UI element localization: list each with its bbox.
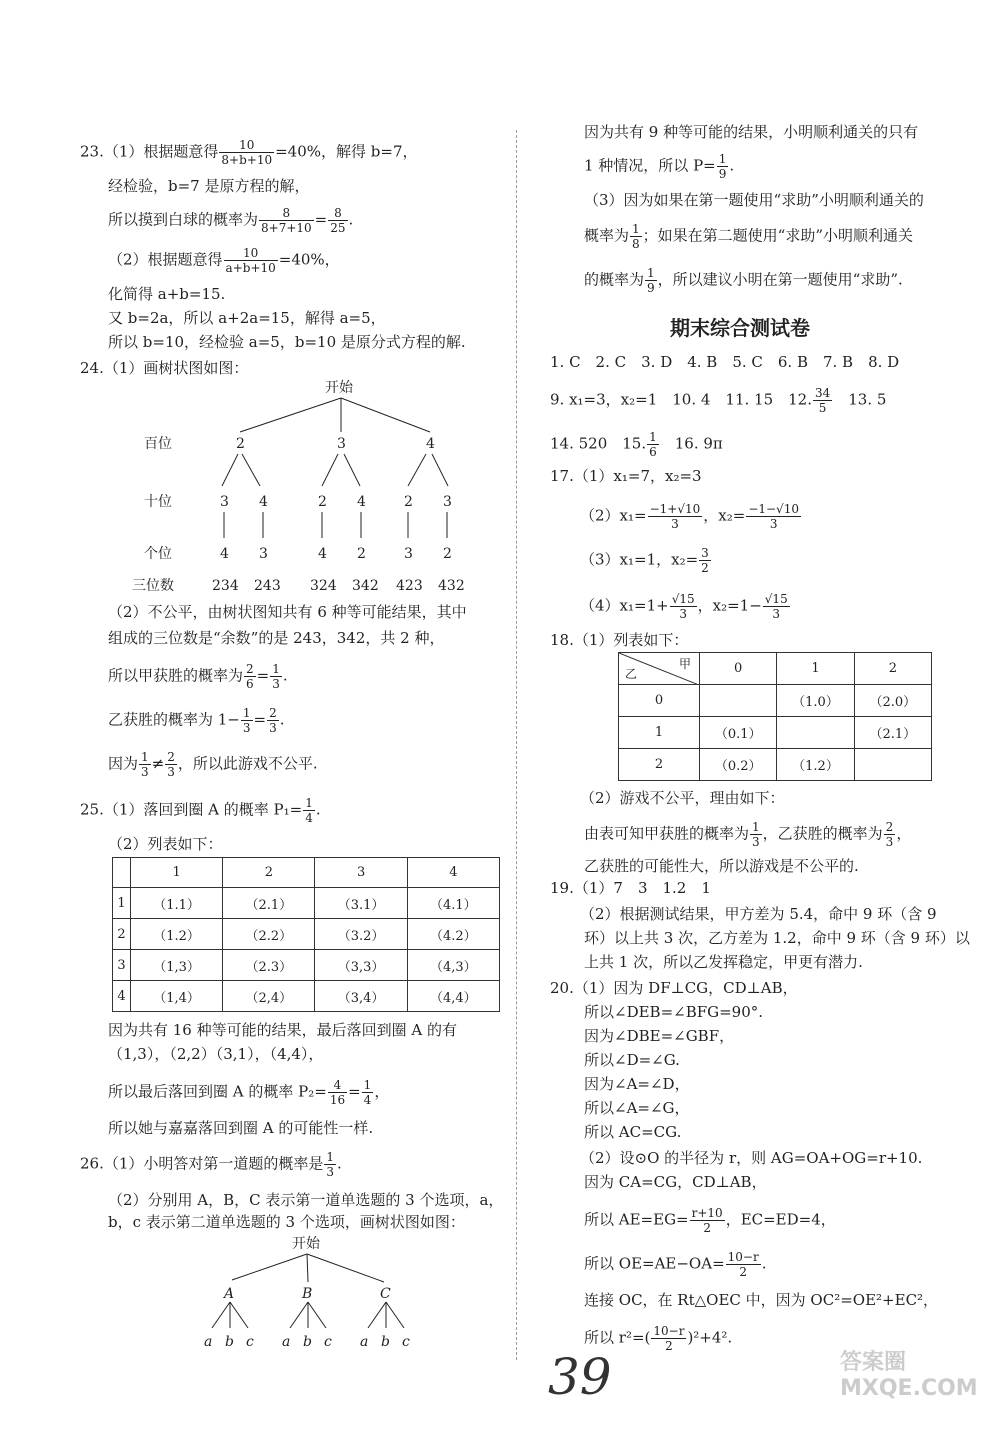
text: （2）根据题意得 — [108, 250, 223, 269]
numerator: 1 — [326, 1150, 335, 1164]
numerator: 4 — [328, 1078, 347, 1093]
table-cell — [700, 685, 777, 717]
tree-row-label: 个位 — [144, 546, 172, 562]
fraction — [750, 820, 762, 849]
denominator: 3 — [752, 835, 760, 849]
text: 概率为 — [584, 226, 630, 245]
denominator: 3 — [272, 677, 280, 691]
tree-node: B — [302, 1286, 313, 1302]
section-title: 期末综合测试卷 — [670, 316, 810, 340]
q24-line6 — [108, 750, 318, 779]
denominator: 4 — [363, 1093, 372, 1107]
fraction — [165, 750, 177, 779]
text: 乙获胜的概率为 1− — [108, 710, 240, 729]
table-cell: （2,4） — [223, 981, 315, 1012]
numerator: 2 — [246, 662, 254, 676]
tree-root: 开始 — [292, 1236, 320, 1252]
a19-line2: （2）根据测试结果，甲方差为 5.4，命中 9 环（含 9 — [580, 905, 937, 923]
table-cell: 2 — [223, 858, 315, 888]
numerator: 2 — [885, 820, 894, 834]
denominator: 3 — [885, 835, 894, 849]
table-cell: 2 — [619, 749, 700, 781]
denominator: 3 — [242, 721, 251, 735]
denominator: 9 — [718, 167, 727, 181]
numerator: 2 — [167, 750, 175, 764]
fraction — [726, 1250, 761, 1279]
text: 所以甲获胜的概率为 — [108, 666, 244, 685]
tree-leaf: a — [360, 1334, 369, 1350]
tree-number: 243 — [254, 578, 281, 594]
a18-line1: 18.（1）列表如下： — [550, 631, 689, 649]
tree-node: 3 — [443, 494, 452, 510]
fraction — [259, 206, 314, 235]
a19-line3: 环）以上共 3 次，乙方差为 1.2，命中 9 环（含 9 环）以 — [584, 929, 970, 947]
r-line1: 因为共有 9 种等可能的结果，小明顺利通关的只有 — [584, 123, 919, 141]
table-cell: （3,4） — [315, 981, 407, 1012]
watermark: 答案圈 MXQE.COM — [840, 1350, 978, 1401]
text: 14. 520 15. — [550, 434, 647, 453]
denominator: a+b+10 — [225, 261, 276, 275]
tree-node: 2 — [236, 436, 245, 452]
page-number: 39 — [548, 1348, 612, 1406]
table-cell: 4 — [113, 981, 131, 1012]
fraction — [645, 266, 657, 295]
table-cell: 4 — [407, 858, 499, 888]
tree-number: 432 — [438, 578, 465, 594]
tree-leaf: b — [225, 1334, 234, 1350]
q24-line4 — [108, 662, 288, 691]
fraction — [647, 430, 659, 459]
fraction — [324, 1150, 336, 1179]
tree-node: 2 — [357, 546, 366, 562]
a18-line2: （2）游戏不公平，理由如下： — [580, 789, 785, 807]
tree-leaf: a — [204, 1334, 213, 1350]
table-cell: （3,3） — [315, 950, 407, 981]
denominator: 3 — [679, 607, 687, 621]
text: 16. 9π — [659, 434, 723, 453]
numerator: 1 — [718, 152, 727, 166]
text: （4）x₁=1+ — [580, 596, 669, 615]
text: =40%， — [278, 250, 340, 269]
q24-line2: （2）不公平，由树状图知共有 6 种等可能结果，其中 — [108, 603, 467, 621]
table-cell: （1,4） — [130, 981, 222, 1012]
text: 所以摸到白球的概率为 — [108, 210, 259, 229]
table-row — [113, 888, 500, 919]
text: = — [314, 210, 328, 229]
text: ， — [374, 1082, 390, 1101]
q25-line4: （1,3），（2,2）（3,1），（4,4）， — [108, 1045, 324, 1063]
table-cell: （2.1） — [854, 717, 931, 749]
tree-number: 324 — [310, 578, 337, 594]
table-cell: （1.0） — [777, 685, 854, 717]
tree-leaf: c — [402, 1334, 410, 1350]
table-cell: 1 — [777, 653, 854, 685]
a20-line7: 所以 AC=CG. — [584, 1123, 682, 1141]
text: ，x₂= — [703, 506, 746, 525]
a20-line9: 因为 CA=CG，CD⊥AB， — [584, 1173, 767, 1191]
fraction — [648, 502, 703, 531]
a17-line2 — [580, 502, 802, 531]
table-cell — [777, 717, 854, 749]
a20-line1: 20.（1）因为 DF⊥CG，CD⊥AB， — [550, 979, 798, 997]
denominator: 6 — [649, 445, 657, 459]
corner-label-top: 甲 — [678, 657, 691, 671]
table-cell — [854, 749, 931, 781]
text: = — [348, 1082, 361, 1101]
q23-line5: 化简得 a+b=15. — [108, 285, 226, 303]
fraction — [651, 1324, 686, 1353]
fraction — [699, 546, 711, 575]
a20-line5: 因为∠A=∠D， — [584, 1075, 690, 1093]
tree-row-label: 三位数 — [132, 578, 174, 594]
denominator: 3 — [269, 721, 277, 735]
tree-number: 423 — [396, 578, 423, 594]
table-cell: 1 — [113, 888, 131, 919]
r-line4 — [584, 222, 913, 251]
numerator: 1 — [363, 1078, 372, 1092]
numerator: 1 — [649, 430, 657, 444]
denominator: 3 — [167, 765, 175, 779]
text: . — [315, 800, 321, 819]
numerator: −1−√10 — [748, 502, 799, 516]
text: 所以 AE=EG= — [584, 1210, 689, 1229]
tree-node: 4 — [220, 546, 229, 562]
numerator: √15 — [764, 592, 788, 606]
tree-node: 2 — [404, 494, 413, 510]
denominator: 2 — [665, 1339, 673, 1353]
text: ，所以此游戏不公平. — [177, 754, 318, 773]
table-row — [619, 685, 932, 717]
numerator: 8 — [259, 206, 314, 221]
numerator: 1 — [752, 820, 760, 834]
text: 25.（1）落回到圈 A 的概率 P₁= — [80, 800, 303, 819]
text: ，所以建议小明在第一题使用“求助”. — [657, 270, 903, 289]
numerator: r+10 — [691, 1206, 723, 1220]
denominator: 8+7+10 — [261, 221, 312, 235]
tree-node: 2 — [318, 494, 327, 510]
a20-line4: 所以∠D=∠G. — [584, 1051, 680, 1069]
fraction — [717, 152, 729, 181]
table-row — [113, 858, 500, 888]
fraction — [219, 138, 274, 167]
column-divider — [516, 130, 518, 1360]
q25-line1 — [80, 796, 321, 825]
numerator: 10−r — [727, 1250, 759, 1264]
table-cell: （4.2） — [407, 919, 499, 950]
text: = — [253, 710, 267, 729]
table-cell: （3.1） — [315, 888, 407, 919]
q23-line3 — [108, 206, 353, 235]
denominator: 16 — [329, 1093, 346, 1107]
table-corner-cell — [619, 653, 700, 685]
denominator: 3 — [769, 517, 778, 531]
answers-14-16 — [550, 430, 723, 459]
q23-line1 — [80, 138, 418, 167]
fraction — [813, 386, 832, 415]
denominator: 3 — [141, 765, 149, 779]
q24-line5 — [108, 706, 285, 735]
tree-diagram-2 — [190, 1230, 430, 1354]
tree-row-label: 百位 — [144, 436, 172, 452]
table-cell: （1.2） — [777, 749, 854, 781]
text: . — [761, 1254, 767, 1273]
tree-number: 342 — [352, 578, 379, 594]
table-cell: 3 — [315, 858, 407, 888]
numerator: 2 — [269, 706, 277, 720]
table-cell: （1.1） — [130, 888, 222, 919]
denominator: 25 — [330, 221, 346, 235]
q24-line3: 组成的三位数是“余数”的是 243，342，共 2 种， — [108, 629, 445, 647]
corner-label-bottom: 乙 — [625, 667, 638, 681]
table-cell: 0 — [700, 653, 777, 685]
text: 13. 5 — [833, 390, 887, 409]
numerator: 1 — [305, 796, 313, 810]
text: ，乙获胜的概率为 — [762, 824, 883, 843]
r-line3: （3）因为如果在第一题使用“求助”小明顺利通关的 — [584, 191, 924, 209]
table-cell: （0.1） — [700, 717, 777, 749]
table-cell: （2.0） — [854, 685, 931, 717]
table-cell: （4,4） — [407, 981, 499, 1012]
q23-line7: 所以 b=10，经检验 a=5，b=10 是原分式方程的解. — [108, 333, 466, 351]
q24-line1: 24.（1）画树状图如图： — [80, 359, 249, 377]
fraction — [224, 246, 278, 275]
tree-node: 3 — [220, 494, 229, 510]
table-cell: （4,3） — [407, 950, 499, 981]
q23-line6: 又 b=2a，所以 a+2a=15，解得 a=5， — [108, 309, 386, 327]
table-cell: 2 — [854, 653, 931, 685]
tree-diagram-1 — [130, 376, 490, 596]
fraction — [362, 1078, 374, 1107]
tree-node: 3 — [337, 436, 346, 452]
fraction — [241, 706, 253, 735]
text: 26.（1）小明答对第一道题的概率是 — [80, 1154, 324, 1173]
a19-line4: 上共 1 次，所以乙发挥稳定，甲更有潜力. — [584, 953, 863, 971]
tree-node: 4 — [357, 494, 366, 510]
fraction — [270, 662, 282, 691]
text: . — [729, 156, 735, 175]
text: ；如果在第二题使用“求助”小明顺利通关 — [642, 226, 913, 245]
table-cell: 0 — [619, 685, 700, 717]
a17-line4 — [580, 592, 791, 621]
fraction — [690, 1206, 725, 1235]
text: （2）x₁= — [580, 506, 647, 525]
tree-node: 3 — [259, 546, 268, 562]
denominator: 2 — [739, 1265, 747, 1279]
text: . — [279, 710, 285, 729]
a18-line3 — [584, 820, 911, 849]
r-line2 — [584, 152, 734, 181]
text: 所以最后落回到圈 A 的概率 P₂= — [108, 1082, 327, 1101]
fraction — [244, 662, 256, 691]
text: 由表可知甲获胜的概率为 — [584, 824, 750, 843]
text: 9. x₁=3，x₂=1 10. 4 11. 15 12. — [550, 390, 812, 409]
tree-node: 4 — [426, 436, 435, 452]
tree-leaf: c — [324, 1334, 332, 1350]
a17-line3 — [580, 546, 712, 575]
q25-line6: 所以她与嘉嘉落回到圈 A 的可能性一样. — [108, 1119, 374, 1137]
tree-leaf: b — [381, 1334, 390, 1350]
answers-9-13 — [550, 386, 886, 415]
a20-line6: 所以∠A=∠G， — [584, 1099, 690, 1117]
denominator: 6 — [246, 677, 254, 691]
a18-line4: 乙获胜的可能性大，所以游戏是不公平的. — [584, 857, 859, 875]
a20-line11 — [584, 1250, 766, 1279]
tree-node: 3 — [404, 546, 413, 562]
table-cell: （2.1） — [223, 888, 315, 919]
tree-node: A — [224, 1286, 235, 1302]
fraction — [884, 820, 896, 849]
q23-line2: 经检验，b=7 是原方程的解， — [108, 177, 310, 195]
table-cell: 3 — [113, 950, 131, 981]
tree-leaf: a — [282, 1334, 291, 1350]
numerator: 10 — [224, 246, 278, 261]
numerator: √15 — [671, 592, 695, 606]
numerator: 10 — [219, 138, 274, 153]
text: ，x₂=1− — [697, 596, 762, 615]
denominator: 3 — [326, 1165, 335, 1179]
table-cell: 1 — [619, 717, 700, 749]
numerator: 1 — [632, 222, 640, 236]
tree-node: 4 — [318, 546, 327, 562]
tree-node: C — [380, 1286, 391, 1302]
fraction — [328, 1078, 347, 1107]
q26-line2: （2）分别用 A，B，C 表示第一道单选题的 3 个选项，a， — [108, 1191, 504, 1209]
numerator: 8 — [328, 206, 347, 221]
text: 的概率为 — [584, 270, 645, 289]
a20-line12: 连接 OC，在 Rt△OEC 中，因为 OC²=OE²+EC²， — [584, 1291, 939, 1309]
numerator: −1+√10 — [649, 502, 701, 516]
text: 23.（1）根据题意得 — [80, 142, 219, 161]
text: 1 种情况，所以 P= — [584, 156, 716, 175]
q26-line1 — [80, 1150, 342, 1179]
table-cell: 2 — [113, 919, 131, 950]
table-row — [113, 981, 500, 1012]
fraction — [630, 222, 642, 251]
table-cell — [113, 858, 131, 888]
a20-line2: 所以∠DEB=∠BFG=90°. — [584, 1003, 764, 1021]
table-cell: （1.2） — [130, 919, 222, 950]
numerator: 10−r — [653, 1324, 685, 1338]
table-row — [619, 749, 932, 781]
denominator: 8+b+10 — [221, 153, 273, 167]
answers-1-8: 1. C 2. C 3. D 4. B 5. C 6. B 7. B 8. D — [550, 353, 900, 371]
a20-line8: （2）设⊙O 的半径为 r，则 AG=OA+OG=r+10. — [580, 1149, 923, 1167]
tree-node: 4 — [259, 494, 268, 510]
denominator: 2 — [703, 1221, 711, 1235]
table-cell: （2.2） — [223, 919, 315, 950]
text: . — [348, 210, 354, 229]
a20-line3: 因为∠DBE=∠GBF， — [584, 1027, 735, 1045]
text: 所以 OE=AE−OA= — [584, 1254, 725, 1273]
table-18 — [618, 652, 932, 781]
q25-line3: 因为共有 16 种等可能的结果，最后落回到圈 A 的有 — [108, 1021, 457, 1039]
text: （3）x₁=1，x₂= — [580, 550, 699, 569]
denominator: 5 — [818, 401, 827, 415]
numerator: 1 — [141, 750, 149, 764]
denominator: 3 — [671, 517, 679, 531]
text: ， — [896, 824, 912, 843]
table-cell: （4.1） — [407, 888, 499, 919]
tree-root: 开始 — [325, 380, 353, 396]
tree-number: 234 — [212, 578, 239, 594]
numerator: 1 — [242, 706, 251, 720]
fraction — [670, 592, 697, 621]
denominator: 8 — [632, 237, 640, 251]
numerator: 1 — [272, 662, 280, 676]
fraction — [328, 206, 347, 235]
text: 因为 — [108, 754, 139, 773]
a20-line10 — [584, 1206, 836, 1235]
text: . — [337, 1154, 342, 1173]
table-cell: （3.2） — [315, 919, 407, 950]
numerator: 34 — [814, 386, 831, 400]
table-row — [619, 717, 932, 749]
text: . — [282, 666, 288, 685]
q23-line4 — [108, 246, 340, 275]
tree-node: 2 — [443, 546, 452, 562]
tree-leaf: b — [303, 1334, 312, 1350]
text: 所以 r²=( — [584, 1328, 651, 1347]
tree-row-label: 十位 — [144, 494, 172, 510]
denominator: 9 — [647, 281, 655, 295]
fraction — [303, 796, 315, 825]
denominator: 4 — [305, 811, 313, 825]
table-25 — [112, 857, 500, 1012]
a19-line1: 19.（1）7 3 1.2 1 — [550, 879, 711, 897]
fraction — [267, 706, 279, 735]
table-cell: 1 — [130, 858, 222, 888]
numerator: 3 — [701, 546, 709, 560]
numerator: 1 — [647, 266, 655, 280]
r-line5 — [584, 266, 903, 295]
fraction — [139, 750, 151, 779]
denominator: 3 — [772, 607, 781, 621]
a17-line1: 17.（1）x₁=7，x₂=3 — [550, 467, 702, 485]
denominator: 2 — [701, 561, 709, 575]
q26-line3: b，c 表示第二道单选题的 3 个选项，画树状图如图： — [108, 1213, 465, 1231]
text: )²+4². — [687, 1328, 733, 1347]
text: =40%，解得 b=7， — [275, 142, 418, 161]
text: ，EC=ED=4， — [725, 1210, 836, 1229]
table-cell: （2.3） — [223, 950, 315, 981]
fraction — [763, 592, 790, 621]
q25-line5 — [108, 1078, 389, 1107]
table-row — [619, 653, 932, 685]
table-row — [113, 950, 500, 981]
tree-leaf: c — [246, 1334, 254, 1350]
table-cell: （1,3） — [130, 950, 222, 981]
text: ≠ — [151, 754, 165, 773]
table-row — [113, 919, 500, 950]
text: = — [256, 666, 270, 685]
q25-line2: （2）列表如下： — [108, 835, 223, 853]
fraction — [746, 502, 801, 531]
table-cell: （0.2） — [700, 749, 777, 781]
